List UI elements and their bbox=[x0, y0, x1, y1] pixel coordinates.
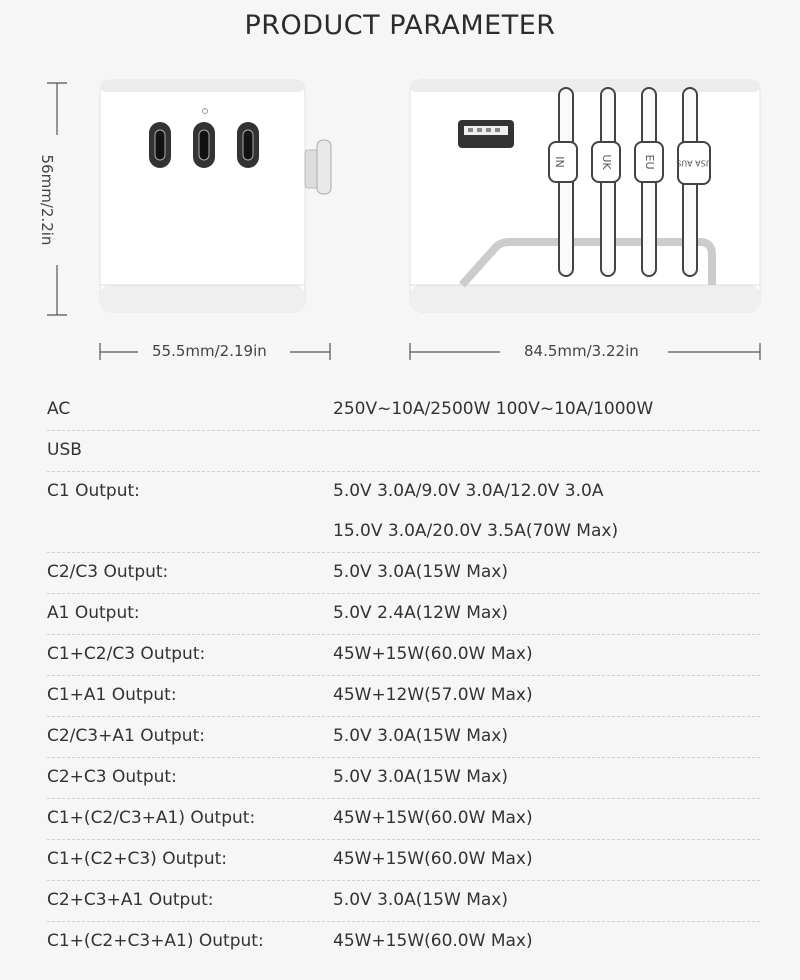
spec-label: C1+(C2+C3) Output: bbox=[47, 849, 227, 869]
spec-value: 45W+15W(60.0W Max) bbox=[333, 644, 533, 664]
slider-knob-icon bbox=[305, 140, 331, 194]
spec-value: 5.0V 2.4A(12W Max) bbox=[333, 603, 508, 623]
spec-row-c1-c2-plus-c3 bbox=[47, 840, 760, 881]
spec-row-c1-all bbox=[47, 922, 760, 962]
usb-c-port-icon bbox=[237, 122, 259, 168]
front-width-dimension-label: 55.5mm/2.19in bbox=[146, 342, 273, 360]
spec-label: C2/C3+A1 Output: bbox=[47, 726, 205, 746]
plug-label-uk: UK bbox=[600, 154, 613, 170]
spec-row-c2-c3-a1-all bbox=[47, 881, 760, 922]
product-illustration bbox=[0, 0, 800, 380]
plug-label-eu: EU bbox=[643, 154, 656, 170]
spec-value: 5.0V 3.0A(15W Max) bbox=[333, 890, 508, 910]
spec-value: 45W+15W(60.0W Max) bbox=[333, 931, 533, 951]
spec-label: C2+C3+A1 Output: bbox=[47, 890, 214, 910]
spec-value: 5.0V 3.0A(15W Max) bbox=[333, 726, 508, 746]
spec-label: C1+A1 Output: bbox=[47, 685, 177, 705]
page-title: PRODUCT PARAMETER bbox=[244, 10, 556, 41]
front-view-device bbox=[100, 80, 331, 312]
spec-label: C1+C2/C3 Output: bbox=[47, 644, 206, 664]
spec-row-c1-c2-c3 bbox=[47, 635, 760, 676]
side-view-device bbox=[410, 80, 760, 312]
usb-c-port-icon bbox=[149, 122, 171, 168]
height-dimension-label: 56mm/2.2in bbox=[38, 154, 56, 246]
spec-label: C1+(C2+C3+A1) Output: bbox=[47, 931, 264, 951]
spec-label: C1+(C2/C3+A1) Output: bbox=[47, 808, 256, 828]
spec-row-a1 bbox=[47, 594, 760, 635]
spec-value: 5.0V 3.0A(15W Max) bbox=[333, 767, 508, 787]
spec-row-c2-plus-c3 bbox=[47, 758, 760, 799]
spec-row-c1-continued bbox=[47, 512, 760, 553]
spec-row-ac bbox=[47, 390, 760, 431]
usb-a-port-icon bbox=[458, 120, 514, 148]
spec-label: C1 Output: bbox=[47, 481, 140, 501]
spec-row-c1-c2c3-a1 bbox=[47, 799, 760, 840]
spec-value: 250V~10A/2500W 100V~10A/1000W bbox=[333, 399, 654, 419]
spec-value: 5.0V 3.0A(15W Max) bbox=[333, 562, 508, 582]
spec-row-c1-a1 bbox=[47, 676, 760, 717]
spec-label: A1 Output: bbox=[47, 603, 140, 623]
spec-value: 45W+15W(60.0W Max) bbox=[333, 808, 533, 828]
spec-row-c2-c3-a1 bbox=[47, 717, 760, 758]
spec-value: 15.0V 3.0A/20.0V 3.5A(70W Max) bbox=[333, 521, 619, 541]
spec-table bbox=[47, 390, 760, 962]
spec-row-c1 bbox=[47, 472, 760, 512]
spec-label: C2+C3 Output: bbox=[47, 767, 177, 787]
spec-value: 5.0V 3.0A/9.0V 3.0A/12.0V 3.0A bbox=[333, 481, 604, 501]
spec-label: USB bbox=[47, 440, 82, 460]
spec-value: 45W+15W(60.0W Max) bbox=[333, 849, 533, 869]
spec-row-usb bbox=[47, 431, 760, 472]
usb-c-port-icon bbox=[193, 122, 215, 168]
plug-label-usa-aus: USA AUS bbox=[676, 158, 712, 168]
spec-value: 45W+12W(57.0W Max) bbox=[333, 685, 533, 705]
spec-label: AC bbox=[47, 399, 71, 419]
plug-label-in: IN bbox=[553, 156, 566, 168]
spec-label: C2/C3 Output: bbox=[47, 562, 169, 582]
spec-row-c2-c3 bbox=[47, 553, 760, 594]
side-width-dimension-label: 84.5mm/3.22in bbox=[518, 342, 645, 360]
